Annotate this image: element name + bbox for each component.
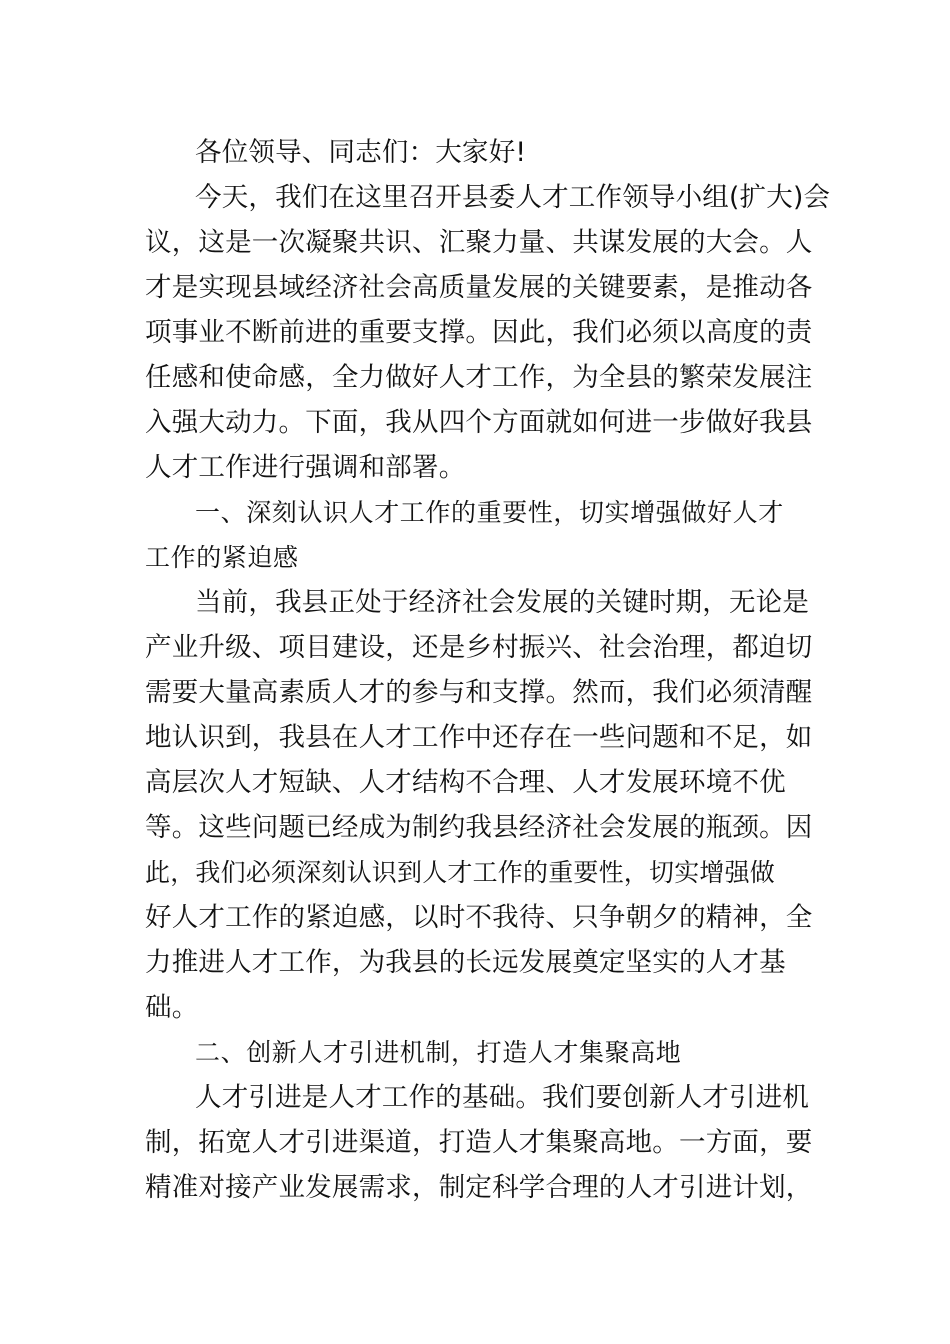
paragraph-line: 人才工作进行强调和部署。 [145, 452, 466, 483]
paragraph-line: 好人才工作的紧迫感，以时不我待、只争朝夕的精神，全 [145, 902, 813, 933]
paragraph-line: 人才引进是人才工作的基础。我们要创新人才引进机 [195, 1082, 810, 1113]
paragraph-line: 础。 [145, 992, 199, 1023]
paragraph-line: 此，我们必须深刻认识到人才工作的重要性，切实增强做 [145, 858, 776, 887]
paragraph-line: 当前，我县正处于经济社会发展的关键时期，无论是 [195, 587, 810, 618]
paragraph-line: 高层次人才短缺、人才结构不合理、人才发展环境不优 [145, 767, 786, 798]
paragraph-line: 精准对接产业发展需求，制定科学合理的人才引进计划， [145, 1172, 813, 1203]
paragraph-line: 入强大动力。下面，我从四个方面就如何进一步做好我县 [145, 407, 813, 438]
paragraph-line: 任感和使命感，全力做好人才工作，为全县的繁荣发展注 [145, 362, 813, 393]
paragraph-line: 才是实现县域经济社会高质量发展的关键要素，是推动各 [145, 272, 813, 303]
paragraph-line: 项事业不断前进的重要支撑。因此，我们必须以高度的责 [145, 317, 813, 348]
paragraph-line: 产业升级、项目建设，还是乡村振兴、社会治理，都迫切 [145, 632, 813, 663]
paragraph-line: 地认识到，我县在人才工作中还存在一些问题和不足，如 [145, 722, 813, 753]
paragraph-line: 今天，我们在这里召开县委人才工作领导小组(扩大)会 [195, 182, 831, 213]
section-heading-1-cont: 工作的紧迫感 [145, 543, 299, 572]
paragraph-line: 需要大量高素质人才的参与和支撑。然而，我们必须清醒 [145, 677, 813, 708]
paragraph-line: 制，拓宽人才引进渠道，打造人才集聚高地。一方面，要 [145, 1127, 813, 1158]
section-heading-2: 二、创新人才引进机制，打造人才集聚高地 [195, 1038, 682, 1067]
section-heading-1: 一、深刻认识人才工作的重要性，切实增强做好人才 [195, 498, 784, 527]
greeting-line: 各位领导、同志们：大家好! [195, 137, 527, 168]
paragraph-line: 等。这些问题已经成为制约我县经济社会发展的瓶颈。因 [145, 812, 813, 843]
paragraph-line: 议，这是一次凝聚共识、汇聚力量、共谋发展的大会。人 [145, 227, 813, 258]
paragraph-line: 力推进人才工作，为我县的长远发展奠定坚实的人才基 [145, 947, 786, 978]
